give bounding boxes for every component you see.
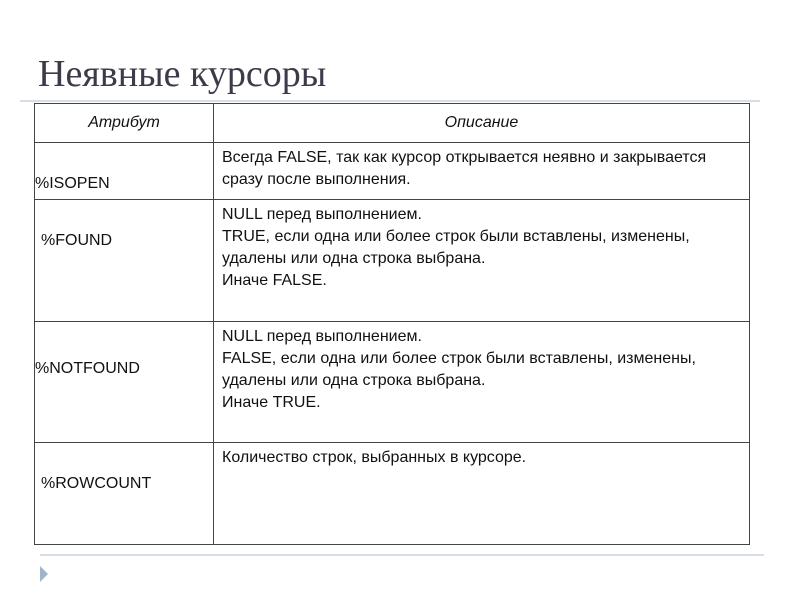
table-row <box>35 200 750 322</box>
attr-name: %ISOPEN <box>35 175 110 192</box>
table-row <box>35 143 750 200</box>
desc-line: Всегда FALSE, так как курсор открывается неявно и закрывается сразу после выполнения. <box>222 149 707 188</box>
desc-line: TRUE, если одна или более строк были вставлены, изменены, удалены или одна строка выбрана. <box>222 228 690 267</box>
attr-cell <box>35 322 214 443</box>
cursor-attributes-table <box>34 103 750 545</box>
table-header-row <box>35 104 750 143</box>
desc-cell <box>214 443 750 545</box>
desc-line: NULL перед выполнением. <box>222 328 422 345</box>
header-attribute: Атрибут <box>35 104 214 143</box>
attr-cell <box>35 200 214 322</box>
desc-line: Количество строк, выбранных в курсоре. <box>222 449 527 466</box>
attr-cell <box>35 143 214 200</box>
desc-cell <box>214 143 750 200</box>
desc-line: Иначе FALSE. <box>222 272 327 289</box>
attr-cell <box>35 443 214 545</box>
desc-line: Иначе TRUE. <box>222 394 321 411</box>
triangle-bullet-icon <box>40 566 48 582</box>
slide-title: Неявные курсоры <box>38 53 327 95</box>
header-description: Описание <box>214 104 750 143</box>
desc-line: NULL перед выполнением. <box>222 206 422 223</box>
table-row <box>35 322 750 443</box>
attr-name: %FOUND <box>41 232 113 249</box>
desc-cell <box>214 200 750 322</box>
footer-divider <box>40 554 764 556</box>
title-divider <box>20 100 760 102</box>
desc-cell <box>214 322 750 443</box>
attr-name: %NOTFOUND <box>35 360 140 377</box>
desc-line: FALSE, если одна или более строк были вставлены, изменены, удалены или одна строка выбрана. <box>222 350 696 389</box>
attr-name: %ROWCOUNT <box>41 475 152 492</box>
table-row <box>35 443 750 545</box>
